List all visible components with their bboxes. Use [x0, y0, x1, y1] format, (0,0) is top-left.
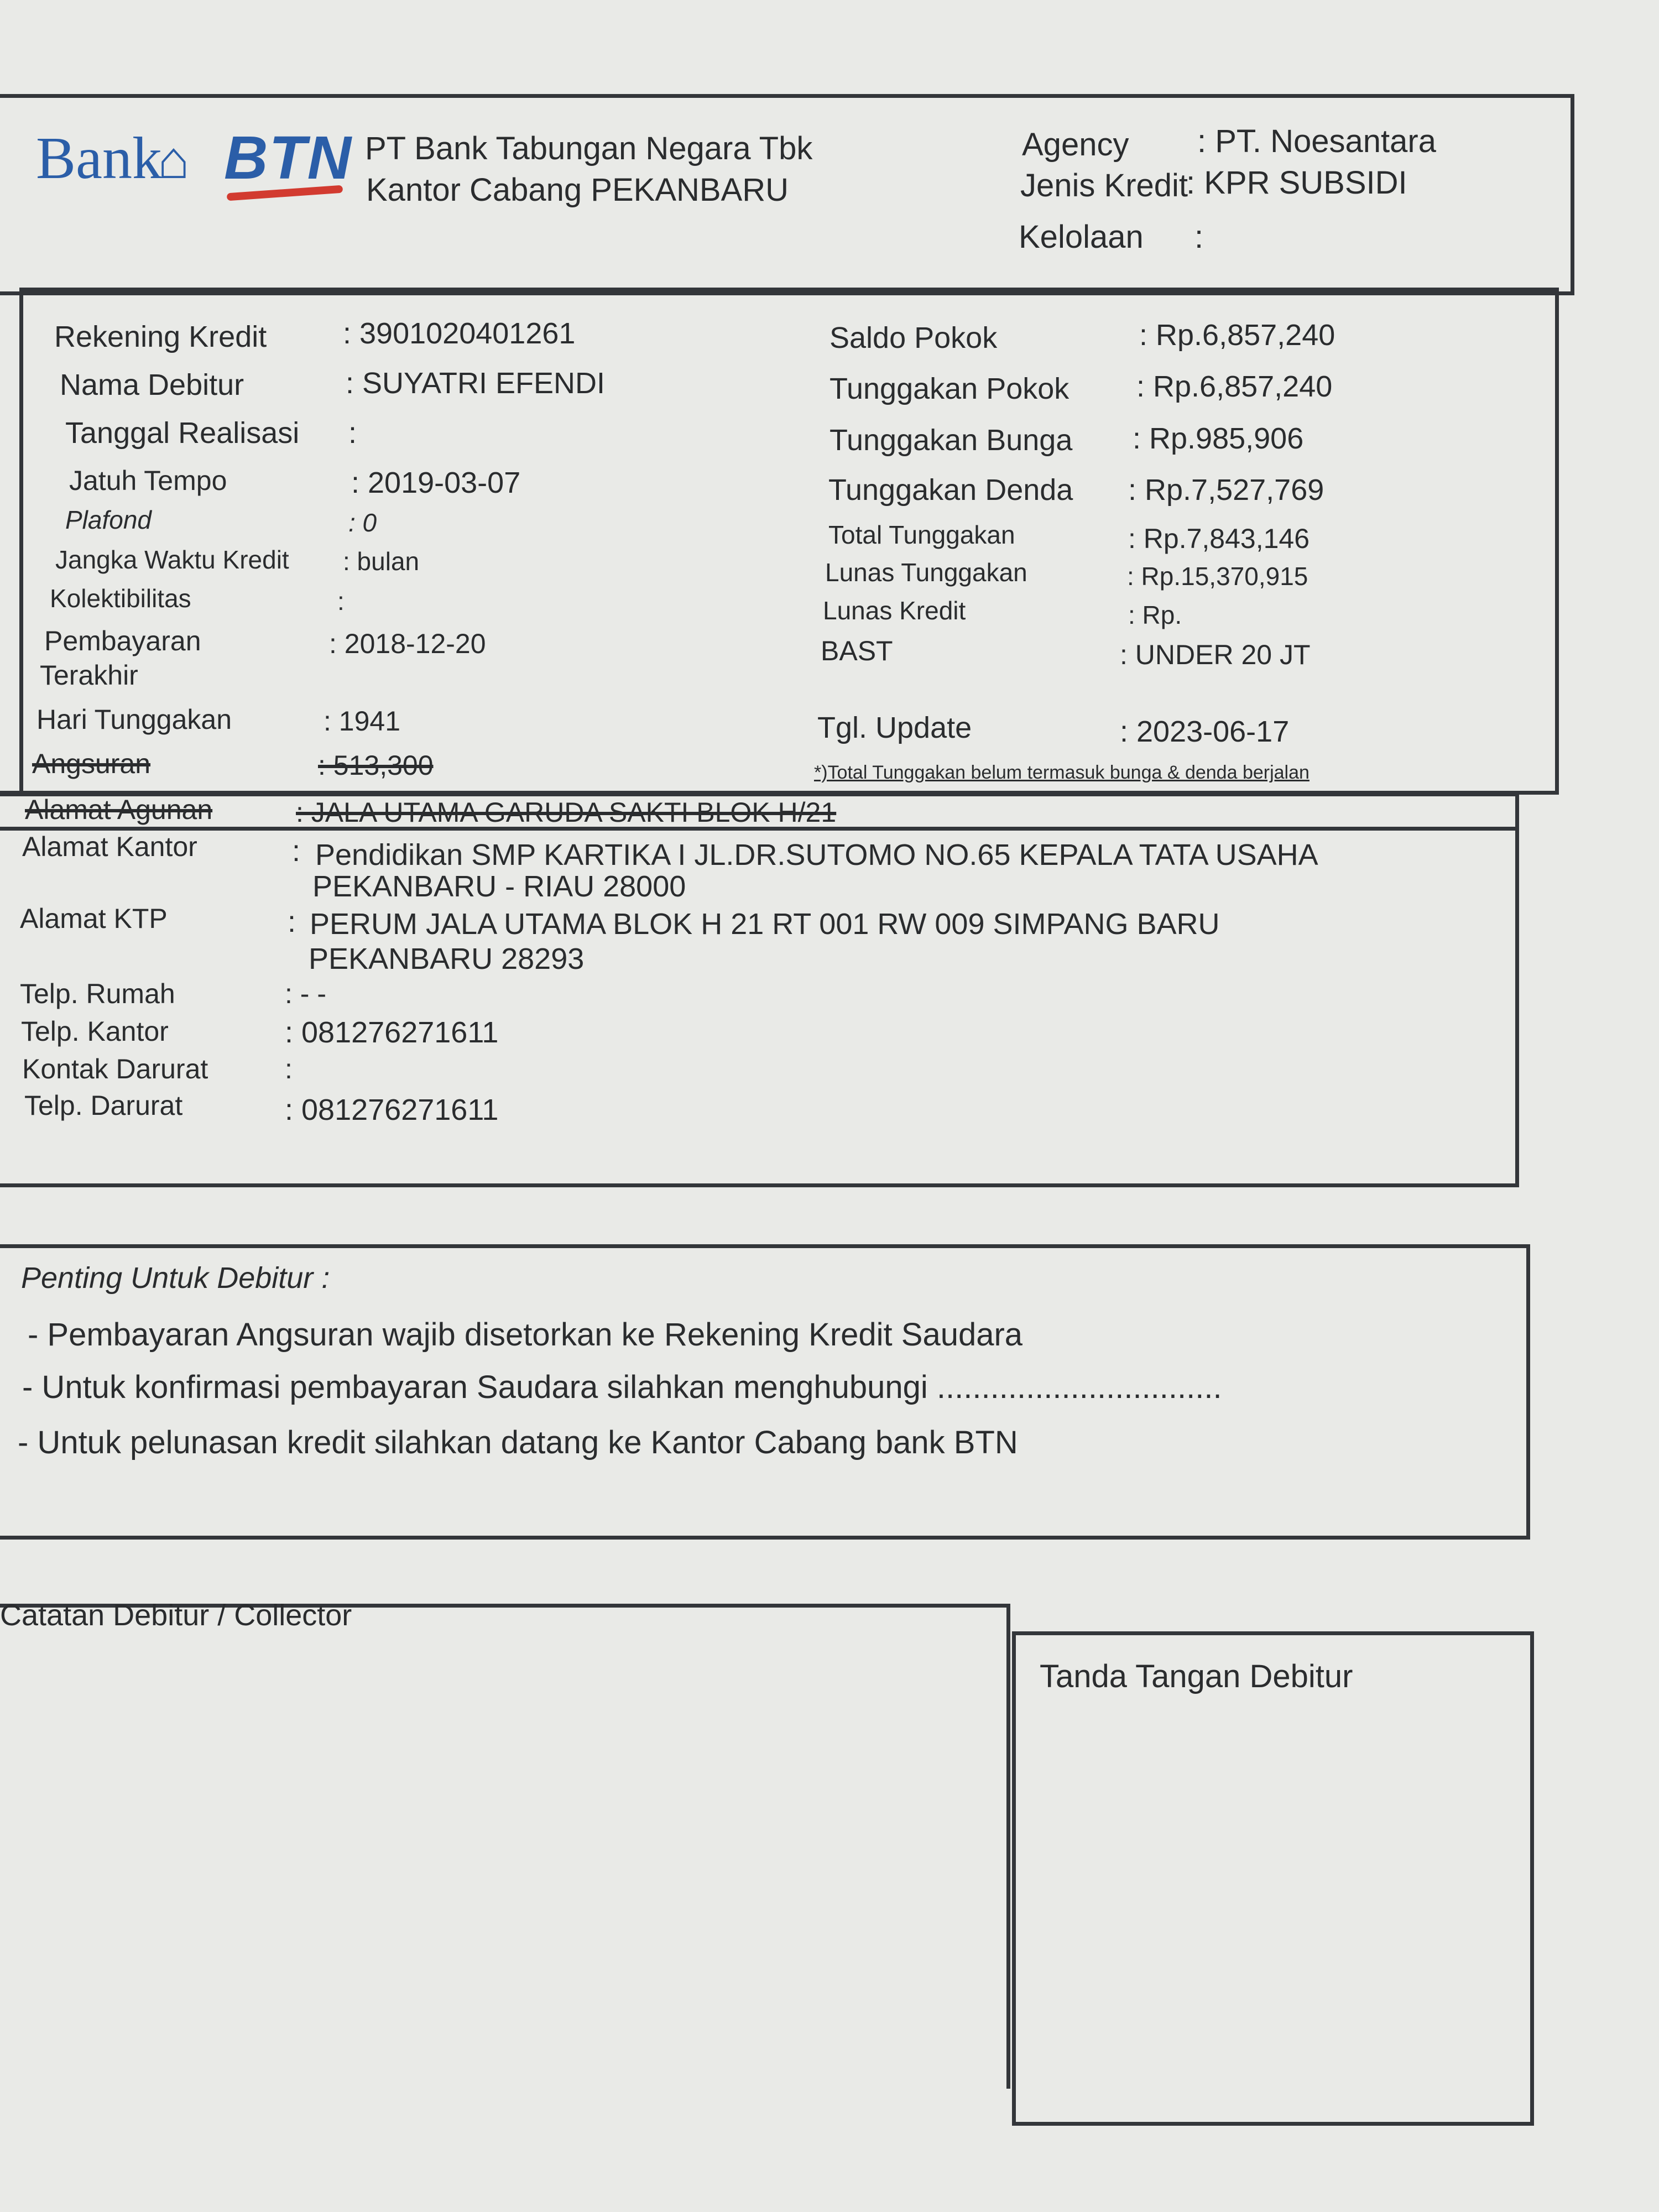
notes-line3: - Untuk pelunasan kredit silahkan datang ke Kantor Cabang bank BTN: [18, 1425, 1018, 1460]
telp-darurat-label: Telp. Darurat: [24, 1090, 183, 1121]
field-value: : Rp.: [1128, 601, 1182, 629]
field-value: : 1941: [324, 706, 401, 737]
field-value: : bulan: [343, 547, 420, 576]
field-label: Kolektibilitas: [50, 584, 191, 613]
btn-logo-text: BTN: [224, 124, 353, 192]
branch-name: Kantor Cabang PEKANBARU: [366, 172, 789, 208]
kontak-darurat-label: Kontak Darurat: [22, 1053, 208, 1084]
alamat-agunan-label: Alamat Agunan: [25, 794, 213, 825]
footnote: *)Total Tunggakan belum termasuk bunga & denda berjalan: [814, 762, 1310, 783]
field-label: Plafond: [65, 505, 152, 534]
alamat-ktp-line2: PEKANBARU 28293: [309, 942, 585, 975]
telp-kantor-value: : 081276271611: [285, 1016, 499, 1049]
field-label: Total Tunggakan: [828, 520, 1015, 549]
field-value: : 2023-06-17: [1120, 715, 1290, 748]
field-value: : SUYATRI EFENDI: [346, 367, 606, 400]
field-value: : Rp.15,370,915: [1127, 562, 1308, 591]
field-value: : Rp.6,857,240: [1136, 370, 1333, 403]
field-value: : 0: [348, 508, 377, 537]
signature-box: [1012, 1631, 1534, 2126]
notes-title: Penting Untuk Debitur :: [21, 1261, 330, 1295]
company-name: PT Bank Tabungan Negara Tbk: [365, 131, 813, 166]
field-value: :: [337, 587, 345, 615]
agency-label: Agency: [1022, 127, 1129, 163]
field-value: : 2018-12-20: [329, 628, 486, 659]
field-label: Jangka Waktu Kredit: [55, 545, 289, 574]
jenis-kredit-label: Jenis Kredit: [1020, 168, 1188, 204]
field-label: Saldo Pokok: [830, 321, 998, 354]
alamat-ktp-label: Alamat KTP: [20, 903, 168, 934]
alamat-ktp-colon: :: [288, 905, 296, 938]
field-label: Rekening Kredit: [54, 320, 267, 353]
tanda-tangan-label: Tanda Tangan Debitur: [1040, 1658, 1353, 1694]
field-label: Angsuran: [32, 748, 151, 779]
field-value: : 3901020401261: [343, 317, 576, 350]
field-label: Pembayaran: [44, 625, 201, 656]
alamat-ktp-line1: PERUM JALA UTAMA BLOK H 21 RT 001 RW 009 SIMPANG BARU: [310, 907, 1220, 941]
alamat-kantor-colon: :: [292, 834, 301, 868]
agency-value: : PT. Noesantara: [1197, 123, 1436, 159]
field-label: Tunggakan Pokok: [830, 372, 1070, 405]
telp-darurat-value: : 081276271611: [285, 1093, 499, 1126]
field-value: : Rp.7,527,769: [1128, 473, 1324, 507]
telp-kantor-label: Telp. Kantor: [21, 1016, 169, 1047]
field-label: Tanggal Realisasi: [65, 416, 300, 450]
bank-logo-text: Bank: [36, 126, 162, 191]
field-label: Tunggakan Bunga: [830, 424, 1073, 457]
alamat-kantor-line2: PEKANBARU - RIAU 28000: [312, 870, 686, 903]
kelolaan-label: Kelolaan: [1019, 219, 1144, 255]
field-label: Tgl. Update: [817, 711, 972, 744]
notes-line1: - Pembayaran Angsuran wajib disetorkan ke Rekening Kredit Saudara: [28, 1317, 1023, 1353]
field-label: Lunas Kredit: [823, 596, 966, 625]
loan-details-box: [19, 288, 1559, 795]
field-value: : 2019-03-07: [351, 466, 521, 499]
field-label: Lunas Tunggakan: [825, 558, 1027, 587]
field-value: : 513,300: [318, 750, 434, 781]
jenis-kredit-value: : KPR SUBSIDI: [1186, 165, 1407, 201]
alamat-kantor-line1: Pendidikan SMP KARTIKA I JL.DR.SUTOMO NO.65 KEPALA TATA USAHA: [315, 838, 1318, 872]
kelolaan-value: :: [1194, 219, 1204, 255]
alamat-agunan-value: : JALA UTAMA GARUDA SAKTI BLOK H/21: [296, 797, 837, 828]
field-value: : Rp.985,906: [1133, 422, 1304, 455]
field-label: Tunggakan Denda: [828, 473, 1073, 507]
field-label: Jatuh Tempo: [69, 465, 227, 496]
field-value: : UNDER 20 JT: [1120, 639, 1311, 670]
field-label: BAST: [821, 635, 893, 666]
telp-rumah-value: : - -: [285, 978, 326, 1009]
notes-line2: - Untuk konfirmasi pembayaran Saudara silahkan menghubungi ................................: [22, 1369, 1222, 1405]
field-label: Nama Debitur: [60, 368, 244, 401]
alamat-kantor-label: Alamat Kantor: [22, 831, 197, 862]
field-value: : Rp.7,843,146: [1128, 523, 1310, 554]
field-value: : Rp.6,857,240: [1139, 319, 1335, 352]
telp-rumah-label: Telp. Rumah: [20, 978, 175, 1009]
catatan-box: [0, 1604, 1010, 2089]
catatan-label: Catatan Debitur / Collector: [0, 1599, 352, 1632]
house-icon: ⌂: [158, 131, 190, 190]
field-label: Terakhir: [40, 660, 138, 691]
field-value: :: [348, 416, 357, 450]
field-label: Hari Tunggakan: [36, 704, 232, 735]
kontak-darurat-value: :: [285, 1053, 293, 1084]
